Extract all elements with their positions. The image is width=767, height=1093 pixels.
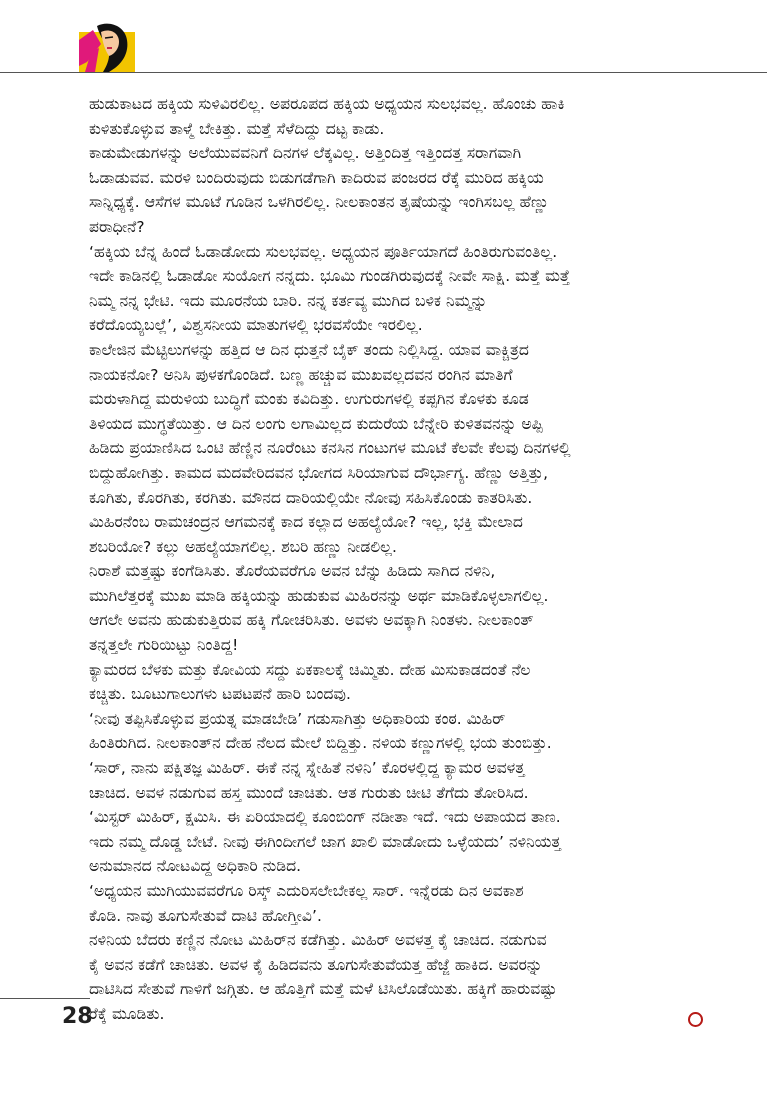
paragraph: ಕ್ಯಾಮರದ ಬೆಳಕು ಮತ್ತು ಕೋವಿಯ ಸದ್ದು ಏಕಕಾಲಕ್ಕೆ ಚಿಮ್ಮಿತು. ದೇಹ ಮಿಸುಕಾಡದಂತೆ ನೆಲ ಕಚ್ಚಿತು. ಬೂಟುಗಾಲುಗಳು ಟಪಟಪನೆ ಹಾರಿ ಬಂದವು. bbox=[89, 660, 531, 704]
paragraph: ಕಾಲೇಜಿನ ಮೆಟ್ಟಿಲುಗಳನ್ನು ಹತ್ತಿದ ಆ ದಿನ ಧುತ್ತನೆ ಬೈಕ್ ತಂದು ನಿಲ್ಲಿಸಿದ್ದ. ಯಾವ ವಾಕ್ಚಿತ್ರದ ನಾಯಕನೋ? ಅನಿಸಿ ಪುಳಕಗೊಂಡಿದೆ. ಬಣ್ಣ ಹಚ್ಚುವ ಮುಖವಲ್ಲದವನ ರಂಗಿನ ಮಾತಿಗೆ ಮರುಳಾಗಿದ್ದ ಮರುಳಿಯ ಬುದ್ಧಿಗೆ ಮಂಕು ಕವಿದಿತ್ತು. ಉಗುರುಗಳಲ್ಲಿ ಕಪ್ಪಗಿನ ಕೊಳಕು ಕೂಡ ತಿಳಿಯದ ಮುಗ್ಧತೆಯಿತ್ತು. ಆ ದಿನ ಲಂಗು ಲಗಾಮಿಲ್ಲದ ಕುದುರೆಯ ಬೆನ್ನೇರಿ ಕುಳಿತವನನ್ನು ಅಪ್ಪಿ ಹಿಡಿದು ಪ್ರಯಾಣಿಸಿದ ಒಂಟಿ ಹೆಣ್ಣಿನ ನೂರೆಂಟು ಕನಸಿನ ಗಂಟುಗಳ ಮೂಟೆ ಕೆಲವೇ ಕೆಲವು ದಿನಗಳಲ್ಲಿ ಬಿದ್ದುಹೋಗಿತ್ತು. ಕಾಮದ ಮದವೇರಿದವನ ಭೋಗದ ಸಿರಿಯಾಗುವ ದೌರ್ಭಾಗ್ಯ. ಹೆಣ್ಣು ಅತ್ತಿತ್ತು, ಕೂಗಿತು, ಕೊರಗಿತು, ಕರಗಿತು. ಮೌನದ ದಾರಿಯಲ್ಲಿಯೇ ನೋವು ಸಹಿಸಿಕೊಂಡು ಕಾತರಿಸಿತು. ಮಿಹಿರನೆಂಬ ರಾಮಚಂದ್ರನ ಆಗಮನಕ್ಕೆ ಕಾದ ಕಲ್ಲಾದ ಅಹಲ್ಯೆಯೋ? ಇಲ್ಲ, ಭಕ್ತಿ ಮೇಲಾದ ಶಬರಿಯೋ? ಕಲ್ಲು ಅಹಲ್ಯೆಯಾಗಲಿಲ್ಲ. ಶಬರಿ ಹಣ್ಣು ನೀಡಲಿಲ್ಲ. bbox=[89, 340, 571, 556]
header-rule bbox=[0, 72, 767, 73]
page-number: 28 bbox=[62, 1004, 93, 1029]
paragraph: ‘ಅಧ್ಯಯನ ಮುಗಿಯುವವರೆಗೂ ರಿಸ್ಕ್ ಎದುರಿಸಲೇಬೇಕಲ್ಲ ಸಾರ್. ಇನ್ನೆರಡು ದಿನ ಅವಕಾಶ ಕೊಡಿ. ನಾವು ತೂಗುಸೇತುವೆ ದಾಟಿ ಹೋಗ್ತೀವಿ’. bbox=[89, 882, 524, 925]
paragraph: ‘ಹಕ್ಕಿಯ ಬೆನ್ನ ಹಿಂದೆ ಓಡಾಡೋದು ಸುಲಭವಲ್ಲ. ಅಧ್ಯಯನ ಪೂರ್ತಿಯಾಗದೆ ಹಿಂತಿರುಗುವಂತಿಲ್ಲ. ಇದೇ ಕಾಡಿನಲ್ಲಿ ಓಡಾಡೋ ಸುಯೋಗ ನನ್ನದು. ಭೂಮಿ ಗುಂಡಗಿರುವುದಕ್ಕೆ ನೀವೇ ಸಾಕ್ಷಿ. ಮತ್ತೆ ಮತ್ತೆ ನಿಮ್ಮ ನನ್ನ ಭೇಟಿ. ಇದು ಮೂರನೆಯ ಬಾರಿ. ನನ್ನ ಕರ್ತವ್ಯ ಮುಗಿದ ಬಳಿಕ ನಿಮ್ಮನ್ನು ಕರೆದೊಯ್ಯಬಲ್ಲೆ’, ವಿಶ್ವಸನೀಯ ಮಾತುಗಳಲ್ಲಿ ಭರವಸೆಯೇ ಇರಲಿಲ್ಲ. bbox=[89, 242, 571, 335]
folio-rule bbox=[0, 998, 90, 999]
paragraph: ‘ಮಿಸ್ಟರ್ ಮಿಹಿರ್, ಕ್ಷಮಿಸಿ. ಈ ಏರಿಯಾದಲ್ಲಿ ಕೂಂಬಿಂಗ್ ನಡೀತಾ ಇದೆ. ಇದು ಅಪಾಯದ ತಾಣ. ಇದು ನಮ್ಮ ದೊಡ್ಡ ಬೇಟೆ. ನೀವು ಈಗಿಂದೀಗಲೆ ಜಾಗ ಖಾಲಿ ಮಾಡೋದು ಒಳ್ಳೆಯದು’ ನಳಿನಿಯತ್ತ ಅನುಮಾನದ ನೋಟವಿದ್ದ ಅಧಿಕಾರಿ ನುಡಿದ. bbox=[89, 808, 561, 876]
paragraph: ನಳಿನಿಯ ಬೆದರು ಕಣ್ಣಿನ ನೋಟ ಮಿಹಿರ್‌ನ ಕಡೆಗಿತ್ತು. ಮಿಹಿರ್ ಅವಳತ್ತ ಕೈ ಚಾಚಿದ. ನಡುಗುವ ಕೈ ಅವನ ಕಡೆಗೆ ಚಾಚಿತು. ಅವಳ ಕೈ ಹಿಡಿದವನು ತೂಗುಸೇತುವೆಯತ್ತ ಹೆಜ್ಜೆ ಹಾಕಿದ. ಅವರನ್ನು ದಾಟಿಸಿದ ಸೇತುವೆ ಗಾಳಿಗೆ ಜಗ್ಗಿತು. ಆ ಹೊತ್ತಿಗೆ ಮತ್ತೆ ಮಳೆ ಟಿಸಿಲೊಡೆಯಿತು. ಹಕ್ಕಿಗೆ ಹಾರುವಷ್ಟು ರೆಕ್ಕೆ ಮೂಡಿತು. bbox=[89, 931, 557, 1023]
paragraph: ‘ನೀವು ತಪ್ಪಿಸಿಕೊಳ್ಳುವ ಪ್ರಯತ್ನ ಮಾಡಬೇಡಿ’ ಗಡುಸಾಗಿತ್ತು ಅಧಿಕಾರಿಯ ಕಂಠ. ಮಿಹಿರ್ ಹಿಂತಿರುಗಿದ. ನೀಲಕಾಂತ್‌ನ ದೇಹ ನೆಲದ ಮೇಲೆ ಬಿದ್ದಿತ್ತು. ನಳಿಯ ಕಣ್ಣುಗಳಲ್ಲಿ ಭಯ ತುಂಬಿತ್ತು. bbox=[89, 709, 552, 753]
article-body bbox=[89, 92, 711, 1027]
paragraph: ನಿರಾಶೆ ಮತ್ತಷ್ಟು ಕಂಗೆಡಿಸಿತು. ತೊರೆಯವರೆಗೂ ಅವನ ಬೆನ್ನು ಹಿಡಿದು ಸಾಗಿದ ನಳಿನಿ, ಮುಗಿಲೆತ್ತರಕ್ಕೆ ಮುಖ ಮಾಡಿ ಹಕ್ಕಿಯನ್ನು ಹುಡುಕುವ ಮಿಹಿರನನ್ನು ಅರ್ಥ ಮಾಡಿಕೊಳ್ಳಲಾಗಲಿಲ್ಲ. bbox=[89, 562, 549, 605]
paragraph: ‘ಸಾರ್, ನಾನು ಪಕ್ಷಿತಜ್ಞ ಮಿಹಿರ್. ಈಕೆ ನನ್ನ ಸ್ನೇಹಿತೆ ನಳಿನಿ’ ಕೊರಳಲ್ಲಿದ್ದ ಕ್ಯಾಮರ ಅವಳತ್ತ ಚಾಚಿದ. ಅವಳ ನಡುಗುವ ಹಸ್ತ ಮುಂದೆ ಚಾಚಿತು. ಆತ ಗುರುತು ಚೀಟಿ ತೆಗೆದು ತೋರಿಸಿದ. bbox=[89, 759, 529, 802]
paragraph: ಆಗಲೇ ಅವನು ಹುಡುಕುತ್ತಿರುವ ಹಕ್ಕಿ ಗೋಚರಿಸಿತು. ಅವಳು ಅವಕ್ಕಾಗಿ ನಿಂತಳು. ನೀಲಕಾಂತ್ ತನ್ನತ್ತಲೇ ಗುರಿಯಿಟ್ಟು ನಿಂತಿದ್ದ! bbox=[89, 611, 534, 655]
paragraph: ಕಾಡುಮೇಡುಗಳನ್ನು ಅಲೆಯುವವನಿಗೆ ದಿನಗಳ ಲೆಕ್ಕವಿಲ್ಲ. ಅತ್ತಿಂದಿತ್ತ ಇತ್ತಿಂದತ್ತ ಸರಾಗವಾಗಿ ಓಡಾಡುವವ. ಮರಳಿ ಬಂದಿರುವುದು ಬಿಡುಗಡೆಗಾಗಿ ಕಾದಿರುವ ಪಂಜರದ ರೆಕ್ಕೆ ಮುರಿದ ಹಕ್ಕಿಯ ಸಾನ್ನಿಧ್ಯಕ್ಕೆ. ಆಸೆಗಳ ಮೂಟೆ ಗೂಡಿನ ಒಳಗಿರಲಿಲ್ಲ. ನೀಲಕಾಂತನ ತೃಷೆಯನ್ನು ಇಂಗಿಸಬಲ್ಲ ಹೆಣ್ಣು ಪರಾಧೀನೆ? bbox=[89, 144, 550, 236]
end-of-article-circle-icon bbox=[688, 1012, 703, 1027]
woman-profile-logo-icon bbox=[79, 22, 135, 72]
paragraph: ಹುಡುಕಾಟದ ಹಕ್ಕಿಯ ಸುಳಿವಿರಲಿಲ್ಲ. ಅಪರೂಪದ ಹಕ್ಕಿಯ ಅಧ್ಯಯನ ಸುಲಭವಲ್ಲ. ಹೊಂಚು ಹಾಕಿ ಕುಳಿತುಕೊಳ್ಳುವ ತಾಳ್ಮೆ ಬೇಕಿತ್ತು. ಮತ್ತೆ ಸೆಳೆದಿದ್ದು ದಟ್ಟ ಕಾಡು. bbox=[89, 95, 565, 138]
